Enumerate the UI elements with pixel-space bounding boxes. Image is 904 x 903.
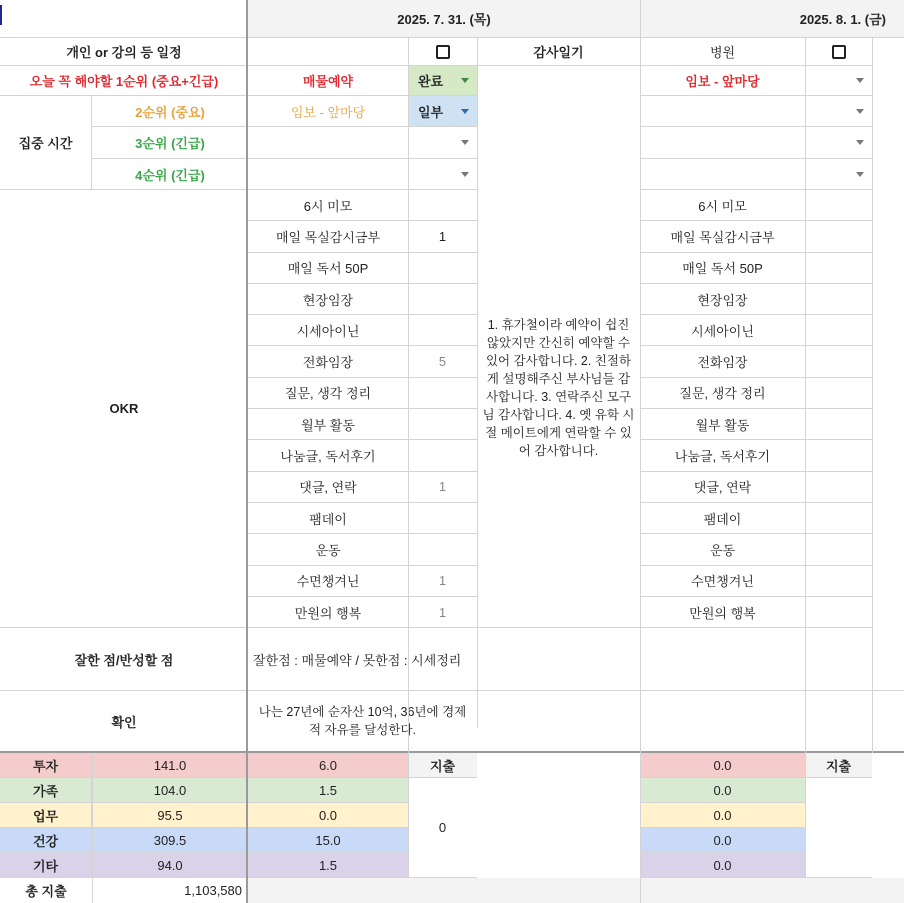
expense-category: 건강 (0, 828, 92, 853)
okr-item-name: 만원의 행복 (248, 597, 408, 628)
dropdown-arrow-icon[interactable] (461, 172, 469, 177)
day1-priority4-task[interactable] (248, 159, 408, 190)
priority3-label: 3순위 (긴급) (92, 127, 248, 159)
okr-item-name: 댓글, 연락 (248, 472, 408, 503)
okr-item-name-day2: 운동 (640, 534, 805, 565)
day1-priority2-status[interactable] (408, 96, 477, 127)
total-expense-value: 1,103,580 (184, 883, 242, 898)
okr-item-name-day2: 수면챙겨닌 (640, 566, 805, 597)
expense-category: 가족 (0, 778, 92, 803)
okr-day1-value[interactable]: 5 (408, 347, 477, 378)
okr-item-name: 나눔글, 독서후기 (248, 440, 408, 471)
day1-gratitude-header: 감사일기 (477, 38, 640, 66)
day2-confirm[interactable] (640, 691, 904, 753)
okr-day1-value[interactable]: 1 (408, 221, 477, 252)
dropdown-arrow-icon[interactable] (461, 78, 469, 83)
okr-day1-value[interactable]: 1 (408, 597, 477, 628)
expense-category: 업무 (0, 803, 92, 828)
okr-day1-value[interactable] (408, 378, 477, 409)
col-divider (477, 38, 478, 728)
expense-total: 95.5 (92, 803, 248, 828)
okr-day2-value[interactable] (805, 315, 872, 346)
day2-priority3-status[interactable] (805, 127, 872, 159)
expense-day2[interactable]: 0.0 (640, 778, 805, 803)
expense-total: 309.5 (92, 828, 248, 853)
okr-day2-value[interactable] (805, 347, 872, 378)
okr-day1-value[interactable] (408, 315, 477, 346)
dropdown-arrow-icon[interactable] (856, 172, 864, 177)
expense-category: 기타 (0, 853, 92, 878)
priority4-label: 4순위 (긴급) (92, 159, 248, 190)
day2-priority1-task[interactable]: 임보 - 앞마당 (640, 66, 805, 96)
day1-gratitude-cell[interactable] (477, 66, 640, 628)
okr-item-name-day2: 나눔글, 독서후기 (640, 440, 805, 471)
expense-day1[interactable]: 0.0 (248, 803, 408, 828)
review-label: 잘한 점/반성할 점 (0, 628, 248, 691)
day2-checkbox[interactable] (805, 38, 872, 66)
okr-item-name: 팸데이 (248, 503, 408, 534)
day2-priority4-task[interactable] (640, 159, 805, 190)
day1-priority3-task[interactable] (248, 127, 408, 159)
okr-day1-value[interactable] (408, 253, 477, 284)
okr-item-name-day2: 월부 활동 (640, 409, 805, 440)
okr-item-name-day2: 매일 목실감시금부 (640, 221, 805, 252)
expense-day1[interactable]: 1.5 (248, 853, 408, 878)
col-divider (246, 0, 248, 903)
okr-day1-value[interactable]: 1 (408, 472, 477, 503)
okr-item-name-day2: 시세아이닌 (640, 315, 805, 346)
okr-item-name: 운동 (248, 534, 408, 565)
priority1-label: 오늘 꼭 해야할 1순위 (중요+긴급) (0, 66, 248, 96)
day1-priority2-task[interactable]: 임보 - 앞마당 (248, 96, 408, 127)
total-expense-label: 총 지출 (25, 884, 67, 899)
expense-total: 94.0 (92, 853, 248, 878)
expense-day2[interactable]: 0.0 (640, 803, 805, 828)
dropdown-arrow-icon[interactable] (461, 109, 469, 114)
okr-day2-value[interactable] (805, 566, 872, 597)
okr-day2-value[interactable] (805, 253, 872, 284)
col-divider (872, 38, 873, 753)
okr-day2-value[interactable] (805, 503, 872, 534)
day1-confirm-text: 나는 27년에 순자산 10억, 36년에 경제적 자유를 달성한다. (258, 705, 467, 737)
expense-total: 141.0 (92, 753, 248, 778)
okr-day1-value[interactable] (408, 503, 477, 534)
okr-item-name-day2: 만원의 행복 (640, 597, 805, 628)
okr-day1-value[interactable] (408, 534, 477, 565)
okr-item-name: 전화임장 (248, 347, 408, 378)
okr-item-name-day2: 현장임장 (640, 284, 805, 315)
day2-expense-label: 지출 (805, 753, 872, 778)
expense-day2[interactable]: 0.0 (640, 828, 805, 853)
day2-priority4-status[interactable] (805, 159, 872, 190)
checkbox-icon[interactable] (832, 45, 846, 59)
status-label: 완료 (418, 74, 444, 89)
okr-item-name-day2: 6시 미모 (640, 190, 805, 221)
day2-priority1-status[interactable] (805, 66, 872, 96)
day1-gratitude-text: 1. 휴가철이라 예약이 쉽진 않았지만 간신히 예약할 수 있어 감사합니다. 2. 친절하게 설명해주신 부사님들 감사합니다. 3. 연락주신 모구님 감사합니다. 4. 옛 유학 시절 메이트에게 연락할 수 있어 감사합니다. (482, 318, 635, 458)
okr-item-name: 질문, 생각 정리 (248, 378, 408, 409)
day1-expense-label: 지출 (408, 753, 477, 778)
day1-priority1-status[interactable] (408, 66, 477, 96)
okr-day1-value[interactable]: 1 (408, 566, 477, 597)
schedule-label: 개인 or 강의 등 일정 (0, 38, 248, 66)
okr-item-name: 현장임장 (248, 284, 408, 315)
okr-item-name: 시세아이닌 (248, 315, 408, 346)
okr-day1-value[interactable] (408, 190, 477, 221)
okr-day2-value[interactable] (805, 284, 872, 315)
col-divider (92, 753, 93, 903)
expense-day1[interactable]: 15.0 (248, 828, 408, 853)
expense-category: 투자 (0, 753, 92, 778)
okr-day2-value[interactable] (805, 534, 872, 565)
day1-priority3-status[interactable] (408, 127, 477, 159)
okr-day2-value[interactable] (805, 472, 872, 503)
okr-item-name-day2: 질문, 생각 정리 (640, 378, 805, 409)
dropdown-arrow-icon[interactable] (856, 140, 864, 145)
okr-item-name: 6시 미모 (248, 190, 408, 221)
okr-day1-value[interactable] (408, 440, 477, 471)
day1-priority1-task[interactable]: 매물예약 (248, 66, 408, 96)
okr-label: OKR (0, 190, 248, 628)
day1-date: 2025. 7. 31. (목) (248, 0, 640, 38)
okr-day2-value[interactable] (805, 378, 872, 409)
priority2-label: 2순위 (중요) (92, 96, 248, 127)
expense-day1[interactable]: 6.0 (248, 753, 408, 778)
day2-schedule[interactable]: 병원 (640, 38, 805, 66)
dropdown-arrow-icon[interactable] (856, 109, 864, 114)
col-divider (408, 38, 409, 878)
okr-item-name: 월부 활동 (248, 409, 408, 440)
expense-total: 104.0 (92, 778, 248, 803)
okr-day1-value[interactable] (408, 284, 477, 315)
expense-day2[interactable]: 0.0 (640, 853, 805, 878)
expense-day1[interactable]: 1.5 (248, 778, 408, 803)
okr-day2-value[interactable] (805, 190, 872, 221)
day2-expense-total (805, 778, 872, 878)
okr-item-name-day2: 팸데이 (640, 503, 805, 534)
day2-date: 2025. 8. 1. (금) (640, 0, 904, 38)
day2-priority2-task[interactable] (640, 96, 805, 127)
expense-day2[interactable]: 0.0 (640, 753, 805, 778)
dropdown-arrow-icon[interactable] (856, 78, 864, 83)
day1-checkbox[interactable] (408, 38, 477, 66)
day2-review[interactable] (640, 628, 904, 691)
okr-day1-value[interactable] (408, 409, 477, 440)
day1-schedule-cell[interactable] (248, 38, 408, 66)
dropdown-arrow-icon[interactable] (461, 140, 469, 145)
status-label: 일부 (418, 104, 444, 120)
okr-item-name: 수면챙겨닌 (248, 566, 408, 597)
okr-item-name-day2: 매일 독서 50P (640, 253, 805, 284)
col-divider (805, 38, 806, 878)
okr-item-name-day2: 댓글, 연락 (640, 472, 805, 503)
day1-expense-total: 0 (408, 778, 477, 878)
okr-item-name: 매일 목실감시금부 (248, 221, 408, 252)
day2-priority2-status[interactable] (805, 96, 872, 127)
okr-item-name: 매일 독서 50P (248, 253, 408, 284)
okr-day2-value[interactable] (805, 440, 872, 471)
confirm-label: 확인 (0, 691, 248, 753)
total-row-filler (248, 878, 904, 903)
okr-item-name-day2: 전화임장 (640, 347, 805, 378)
okr-day2-value[interactable] (805, 597, 872, 628)
day1-confirm-extra[interactable] (477, 691, 640, 753)
day1-confirm[interactable] (248, 691, 477, 753)
col-divider (640, 0, 641, 903)
okr-day2-value[interactable] (805, 409, 872, 440)
day1-review[interactable]: 잘한점 : 매물예약 / 못한점 : 시세정리 (248, 628, 640, 691)
okr-day2-value[interactable] (805, 221, 872, 252)
day1-priority4-status[interactable] (408, 159, 477, 190)
header-blank (0, 0, 248, 38)
day2-priority3-task[interactable] (640, 127, 805, 159)
checkbox-icon[interactable] (436, 45, 450, 59)
focus-time-label: 집중 시간 (0, 96, 92, 190)
